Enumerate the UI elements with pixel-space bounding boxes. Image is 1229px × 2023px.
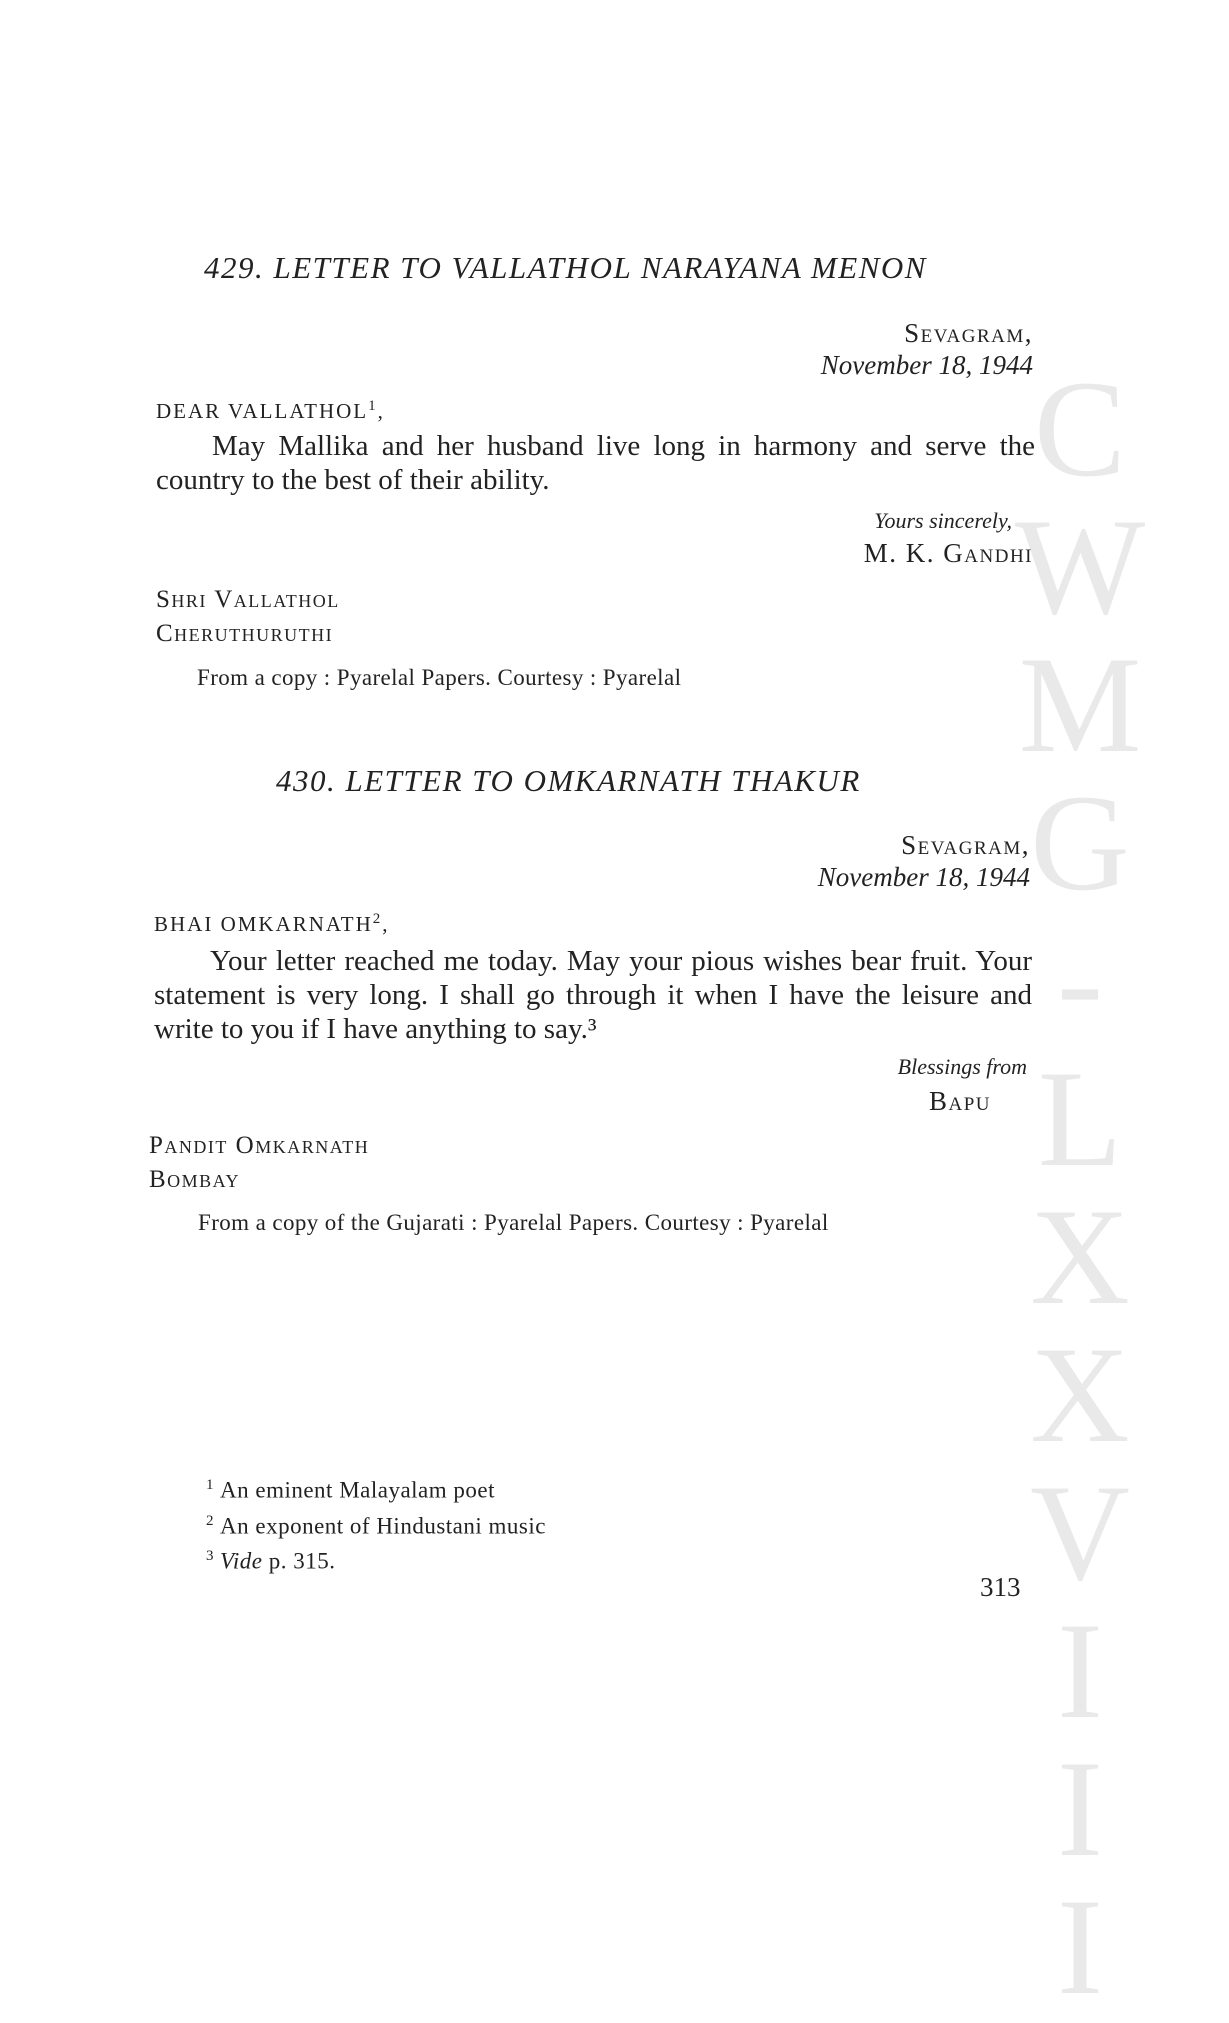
letter-429-closing: Yours sincerely, <box>874 508 1012 533</box>
letter-429-heading: 429. LETTER TO VALLATHOL NARAYANA MENON <box>204 250 927 285</box>
footnote <box>206 1470 546 1506</box>
letter-429-body <box>156 429 1035 497</box>
watermark <box>1014 352 1146 2023</box>
letter-430-address <box>149 1129 369 1197</box>
watermark-char: G <box>1030 766 1130 919</box>
body-paragraph: Your letter reached me today. May your pious wishes bear fruit. Your statement is very long. I shall go through it when I have the leisure and write to you if I have anything to say.³ <box>154 945 1032 1045</box>
address-line: Cheruthuruthi <box>156 620 334 647</box>
watermark-char: X <box>1030 1180 1130 1333</box>
page-number: 313 <box>980 1572 1021 1602</box>
letter-429-date: November 18, 1944 <box>820 350 1033 380</box>
letter-430-heading: 430. LETTER TO OMKARNATH THAKUR <box>276 763 861 798</box>
footnote-ref: 1 <box>368 398 378 414</box>
address-line: Bombay <box>149 1166 241 1193</box>
footnote <box>206 1541 546 1577</box>
address-line: Pandit Omkarnath <box>149 1132 370 1159</box>
letter-430-signature: Bapu <box>928 1086 991 1116</box>
body-paragraph: May Mallika and her husband live long in harmony and serve the country to the best of their ability. <box>156 430 1035 496</box>
letter-430-place: Sevagram, <box>901 830 1030 860</box>
letter-429-salutation <box>156 398 385 424</box>
watermark-char: X <box>1030 1318 1130 1471</box>
footnote-number: 3 <box>206 1548 214 1565</box>
footnote-ref: 2 <box>372 911 383 927</box>
footnote-text: An exponent of Hindustani music <box>220 1513 546 1539</box>
salutation-punct: , <box>382 912 390 936</box>
watermark-char: I <box>1057 1870 1103 2023</box>
letter-430-body <box>154 944 1032 1046</box>
watermark-char: I <box>1057 1732 1103 1885</box>
footnote-italic: Vide <box>220 1548 263 1574</box>
salutation-text: DEAR VALLATHOL <box>156 399 369 423</box>
watermark-char: W <box>1014 490 1146 643</box>
letter-429-place: Sevagram, <box>904 318 1033 348</box>
letter-429-source: From a copy : Pyarelal Papers. Courtesy : Pyarelal <box>197 665 682 690</box>
address-line: Shri Vallathol <box>156 586 340 613</box>
footnote-text: An eminent Malayalam poet <box>220 1477 496 1503</box>
watermark-char: L <box>1037 1042 1123 1195</box>
footnote-number: 1 <box>206 1477 214 1493</box>
letter-430-salutation <box>154 911 390 937</box>
letter-430-date: November 18, 1944 <box>817 862 1030 892</box>
watermark-char: I <box>1057 1594 1103 1747</box>
letter-430-source: From a copy of the Gujarati : Pyarelal Papers. Courtesy : Pyarelal <box>198 1210 829 1235</box>
letter-430-closing: Blessings from <box>897 1054 1027 1079</box>
letter-429-signature: M. K. Gandhi <box>863 538 1033 568</box>
letter-429-address <box>156 583 340 651</box>
footnote-number: 2 <box>206 1512 214 1529</box>
salutation-text: BHAI OMKARNATH <box>154 912 373 936</box>
footnotes <box>206 1470 546 1577</box>
footnote-text: p. 315. <box>262 1548 336 1574</box>
watermark-char: C <box>1033 352 1127 505</box>
watermark-char: - <box>1057 904 1103 1057</box>
salutation-punct: , <box>377 399 385 423</box>
watermark-char: M <box>1018 628 1142 781</box>
watermark-char: V <box>1030 1456 1130 1609</box>
footnote <box>206 1506 546 1542</box>
